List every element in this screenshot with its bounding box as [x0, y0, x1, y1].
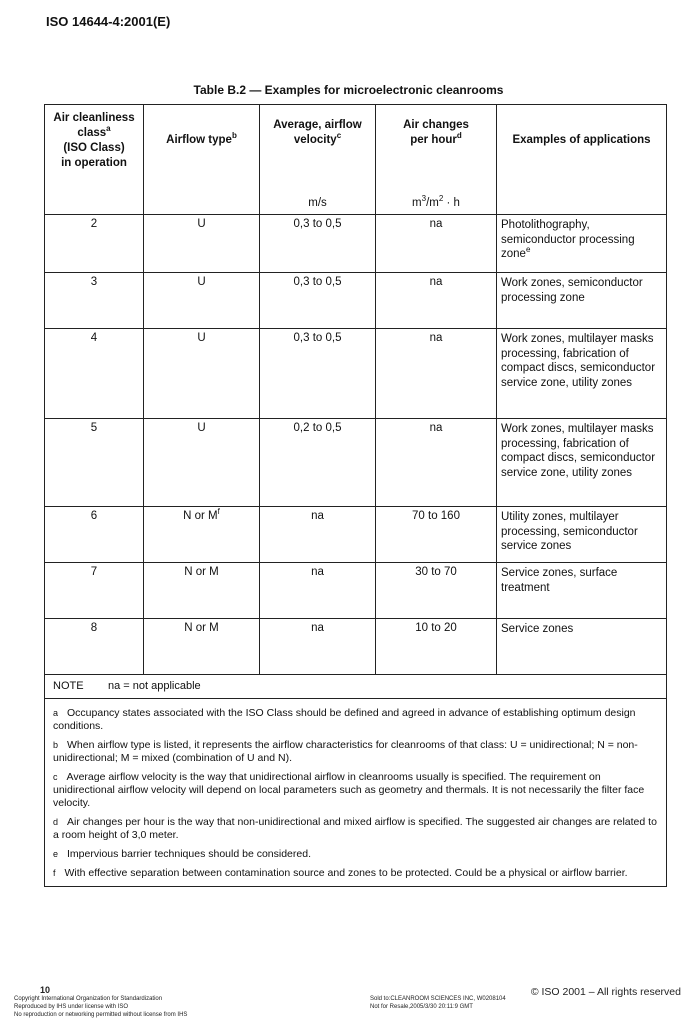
cell-airflow-type: N or $M^f$ [144, 507, 260, 563]
cell-applications: Utility zones, multilayer processing, semiconductor service zones [497, 507, 667, 563]
cell-class: 2 [45, 215, 144, 273]
footnotes [45, 699, 667, 887]
velocity-unit: m/s [260, 197, 376, 215]
footnote-mark: a [53, 708, 59, 718]
header-velocity [260, 105, 376, 197]
footnotes-row [45, 699, 667, 887]
cell-class: 4 [45, 329, 144, 419]
header-changes [376, 105, 497, 197]
cell-airflow-type: U [144, 273, 260, 329]
footer-sold-line: Sold to:CLEANROOM SCIENCES INC, W0208104 [370, 996, 506, 1002]
cleanroom-table [44, 104, 667, 887]
cell-velocity: 0,3 to 0,5 [260, 329, 376, 419]
footer-copyright-line: Copyright International Organization for Standardization [14, 996, 163, 1002]
footer-reproduced-line: Reproduced by IHS under license with ISO [14, 1004, 129, 1010]
cell-airflow-type: U [144, 419, 260, 507]
cell-air-changes: na [376, 419, 497, 507]
footnote-mark: b [53, 740, 59, 750]
table-row [45, 507, 667, 563]
header-class-line1: Air cleanliness [53, 112, 135, 124]
footnote-mark: c [53, 772, 58, 782]
header-changes-line2: per hour$^d$ [410, 131, 462, 146]
units-row [45, 197, 667, 215]
header-airflow: Airflow type$^b$ [144, 105, 260, 197]
cell-applications: Work zones, semiconductor processing zone [497, 273, 667, 329]
table-row [45, 419, 667, 507]
cell-air-changes: 70 to 160 [376, 507, 497, 563]
header-class-line4: in operation [61, 157, 127, 169]
cell-class: 8 [45, 619, 144, 675]
document-id: ISO 14644-4:2001(E) [46, 14, 171, 29]
cell-air-changes: na [376, 329, 497, 419]
cell-airflow-type: U [144, 215, 260, 273]
footer-license-line: No reproduction or networking permitted without license from IHS [14, 1012, 188, 1018]
cell-class: 6 [45, 507, 144, 563]
header-changes-line1: Air changes [403, 119, 469, 131]
cell-air-changes: 10 to 20 [376, 619, 497, 675]
header-velocity-line1: Average, airflow [273, 119, 362, 131]
cell-velocity: 0,3 to 0,5 [260, 273, 376, 329]
header-applications: Examples of applications [497, 105, 667, 197]
cell-air-changes: na [376, 215, 497, 273]
cell-air-changes: 30 to 70 [376, 563, 497, 619]
cell-applications: Service zones [497, 619, 667, 675]
cell-airflow-type: N or M [144, 619, 260, 675]
table-row [45, 563, 667, 619]
table-frame [44, 104, 666, 887]
cell-air-changes: na [376, 273, 497, 329]
header-velocity-line2: velocity$^c$ [293, 131, 342, 146]
footnote-text: Impervious barrier techniques should be considered. [67, 848, 311, 860]
footnote-mark: d [53, 817, 59, 827]
cell-class: 5 [45, 419, 144, 507]
cell-velocity: na [260, 619, 376, 675]
cell-applications: Work zones, multilayer masks processing, fabrication of compact discs, semiconductor service zone, utility zones [497, 329, 667, 419]
cell-applications: Work zones, multilayer masks processing, fabrication of compact discs, semiconductor service zone, utility zones [497, 419, 667, 507]
header-row [45, 105, 667, 197]
cell-airflow-type: N or M [144, 563, 260, 619]
footnote [53, 707, 658, 733]
footnote-text: Air changes per hour is the way that non-unidirectional and mixed airflow is specified. The suggested air changes are related to a room height of 3,0 meter. [53, 816, 657, 841]
cell-velocity: na [260, 507, 376, 563]
footnote-mark: f [53, 868, 56, 878]
table-row [45, 273, 667, 329]
cell-velocity: 0,2 to 0,5 [260, 419, 376, 507]
footnote-mark: e [53, 849, 59, 859]
note-row [45, 675, 667, 699]
footnote [53, 816, 658, 842]
table-row [45, 329, 667, 419]
page-number: 10 [40, 985, 51, 995]
changes-unit: $m^3/m^2 \cdot h$ [376, 197, 497, 215]
note-text: NOTE na = not applicable [45, 675, 667, 699]
footnote-text: Occupancy states associated with the ISO Class should be defined and agreed in advance of establishing optimum design conditions. [53, 707, 636, 732]
footnote [53, 771, 658, 810]
cell-class: 3 [45, 273, 144, 329]
footnote [53, 867, 658, 880]
cell-applications: Service zones, surface treatment [497, 563, 667, 619]
cell-applications: Photolithography, semiconductor processing zone$^e$ [497, 215, 667, 273]
cell-airflow-type: U [144, 329, 260, 419]
footer-left [14, 986, 187, 1019]
header-class [45, 105, 144, 197]
table-row [45, 619, 667, 675]
footer-resale-line: Not for Resale,2005/3/30 20:11:9 GMT [370, 1004, 473, 1010]
footer-copyright: © ISO 2001 – All rights reserved [530, 986, 681, 998]
footnote [53, 848, 658, 861]
cell-class: 7 [45, 563, 144, 619]
footnote-text: With effective separation between contamination source and zones to be protected. Could be a physical or airflow barrier. [64, 867, 628, 879]
table-title: Table B.2 — Examples for microelectronic cleanrooms [193, 83, 504, 97]
footnote [53, 739, 658, 765]
footer-mid [370, 995, 506, 1011]
table-row [45, 215, 667, 273]
cell-velocity: 0,3 to 0,5 [260, 215, 376, 273]
header-class-line2: class$^a$ [77, 124, 111, 139]
header-class-line3: (ISO Class) [63, 142, 125, 154]
cell-velocity: na [260, 563, 376, 619]
footnote-text: When airflow type is listed, it represents the airflow characteristics for cleanrooms of that class: U = unidirectional; N = non-unidirectional; M = mixed (combination of U and N). [53, 739, 638, 764]
footnote-text: Average airflow velocity is the way that unidirectional airflow in cleanrooms usually is specified. The requirement on unidirectional airflow velocity will depend on local parameters such as geometry and thermals. It is not necessarily the filter face velocity. [53, 771, 645, 809]
